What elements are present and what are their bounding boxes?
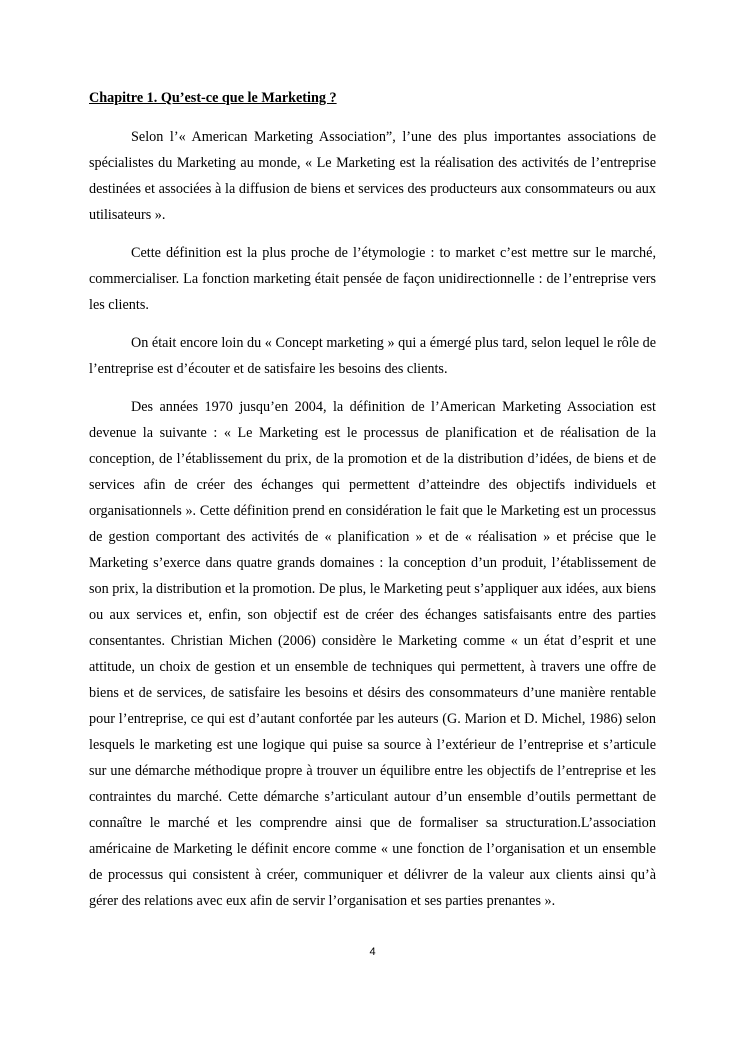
page-content [89, 88, 656, 926]
page-number: 4 [369, 946, 376, 958]
paragraph-aam-definition: Selon l’« American Marketing Association”, l’une des plus importantes associations de spécialistes du Marketing au monde, « Le Marketing est la réalisation des activités de l’entreprise destinées et associées à la diffusion de biens et services des producteurs aux consommateurs ou aux utilisateurs ». [89, 129, 656, 223]
paragraph-evolution: Des années 1970 jusqu’en 2004, la définition de l’American Marketing Association est devenue la suivante : « Le Marketing est le processus de planification et de réalisation de la conception, de l’établissement du prix, de la promotion et de la distribution d’idées, de biens et de services afin de créer des échanges qui permettent d’atteindre des objectifs individuels et organisationnels ». Cette définition prend en considération le fait que le Marketing est un processus de gestion comportant des activités de « planification » et de « réalisation » et précise que le Marketing s’exerce dans quatre grands domaines : la conception d’un produit, l’établissement de son prix, la distribution et la promotion. De plus, le Marketing peut s’appliquer aux idées, aux biens ou aux services et, enfin, son objectif est de créer des échanges satisfaisants entre des parties consentantes. Christian Michen (2006) considère le Marketing comme « un état d’esprit et une attitude, un choix de gestion et un ensemble de techniques qui permettent, à travers une offre de biens et de services, de satisfaire les besoins et désirs des consommateurs d’une manière rentable pour l’entreprise, ce qui est d’autant confortée par les auteurs (G. Marion et D. Michel, 1986) selon lesquels le marketing est une logique qui puise sa source à l’extérieur de l’entreprise et s’articule sur une démarche méthodique propre à trouver un équilibre entre les objectifs de l’entreprise et les contraintes du marché. Cette démarche s’articulant autour d’un ensemble d’outils permettant de connaître le marché et les comprendre ainsi que de formaliser sa structuration.L’association américaine de Marketing le définit encore comme « une fonction de l’organisation et un ensemble de processus qui consistent à créer, communiquer et délivrer de la valeur aux clients ainsi qu’à gérer des relations avec eux afin de servir l’organisation et ses parties prenantes ». [89, 399, 656, 909]
chapter-title: Chapitre 1. Qu’est-ce que le Marketing ? [89, 90, 337, 106]
paragraph-concept-marketing: On était encore loin du « Concept marketing » qui a émergé plus tard, selon lequel le rôle de l’entreprise est d’écouter et de satisfaire les besoins des clients. [89, 335, 656, 377]
paragraph-etymology: Cette définition est la plus proche de l’étymologie : to market c’est mettre sur le marché, commercialiser. La fonction marketing était pensée de façon unidirectionnelle : de l’entreprise vers les clients. [89, 245, 656, 313]
